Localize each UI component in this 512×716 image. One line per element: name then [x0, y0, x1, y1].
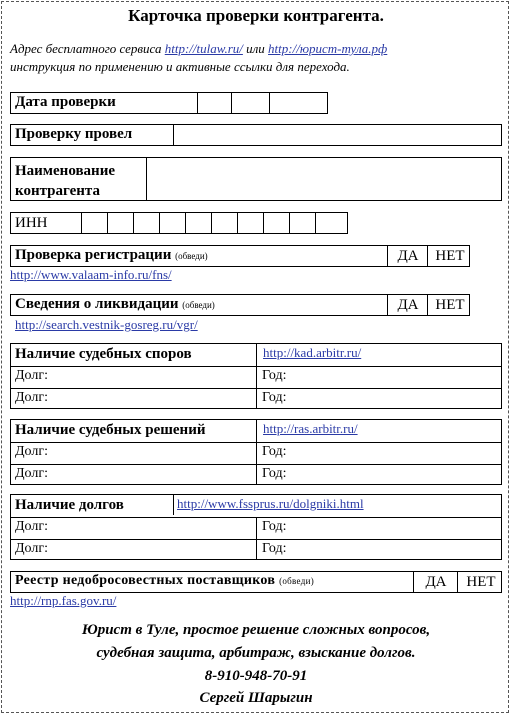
debt-label: Долг:	[15, 541, 48, 556]
inn-cell[interactable]	[315, 213, 316, 233]
counterparty-name-row	[10, 157, 502, 201]
footer-line-2: судебная защита, арбитраж, взыскание долгов.	[96, 645, 416, 661]
decisions-debt-row[interactable]	[11, 442, 501, 465]
intro-text-end: инструкция по применению и активные ссылки для перехода.	[10, 59, 350, 74]
registry-row	[10, 571, 502, 593]
debt-label: Долг:	[15, 390, 48, 405]
registration-link[interactable]: http://www.valaam-info.ru/fns/	[10, 267, 172, 282]
registry-no-option[interactable]: НЕТ	[457, 572, 504, 592]
inn-cell[interactable]	[107, 213, 108, 233]
registry-label	[15, 573, 314, 589]
footer-name: Сергей Шарыгин	[199, 690, 313, 706]
liquidation-link[interactable]: http://search.vestnik-gosreg.ru/vgr/	[15, 317, 198, 332]
liquidation-label-text: Сведения о ликвидации	[15, 296, 179, 312]
intro-or: или	[246, 41, 265, 56]
registration-no-option[interactable]: НЕТ	[427, 246, 472, 266]
year-label: Год:	[262, 368, 287, 383]
debt-label: Долг:	[15, 466, 48, 481]
check-date-label: Дата проверки	[15, 94, 116, 110]
page-title: Карточка проверки контрагента.	[128, 6, 384, 25]
inn-label: ИНН	[15, 215, 48, 231]
year-label: Год:	[262, 519, 287, 534]
footer-line-1: Юрист в Туле, простое решение сложных вопросов,	[81, 622, 431, 638]
registration-hint: (обведи)	[175, 251, 208, 261]
decisions-label: Наличие судебных решений	[15, 422, 206, 438]
yurist-tula-link[interactable]: http://юрист-тула.рф	[268, 41, 388, 56]
counterparty-name-field[interactable]	[146, 158, 501, 200]
year-label: Год:	[262, 541, 287, 556]
date-cell[interactable]	[231, 93, 232, 113]
disputes-debt-row[interactable]	[11, 366, 501, 389]
year-label: Год:	[262, 444, 287, 459]
inn-row	[10, 212, 348, 234]
footer-phone: 8-910-948-70-91	[204, 668, 308, 684]
debts-block	[10, 494, 502, 560]
tulaw-link[interactable]: http://tulaw.ru/	[164, 41, 243, 56]
date-cell[interactable]	[269, 93, 270, 113]
debt-label: Долг:	[15, 519, 48, 534]
debt-label: Долг:	[15, 444, 48, 459]
liquidation-label	[15, 296, 215, 313]
debts-debt-row[interactable]	[11, 539, 501, 562]
decisions-debt-row[interactable]	[11, 464, 501, 487]
registry-label-text: Реестр недобросовестных поставщиков	[15, 573, 276, 588]
ras-arbitr-link[interactable]: http://ras.arbitr.ru/	[263, 421, 358, 436]
date-cell[interactable]	[197, 93, 198, 113]
disputes-label: Наличие судебных споров	[15, 346, 192, 362]
fssprus-link[interactable]: http://www.fssprus.ru/dolgniki.html	[177, 496, 364, 511]
rnp-fas-link[interactable]: http://rnp.fas.gov.ru/	[10, 593, 117, 608]
inn-cell[interactable]	[81, 213, 82, 233]
inn-cell[interactable]	[211, 213, 212, 233]
registration-yes-option[interactable]: ДА	[387, 246, 428, 266]
checked-by-row	[10, 124, 502, 146]
year-label: Год:	[262, 390, 287, 405]
registration-row	[10, 245, 470, 267]
registry-yes-option[interactable]: ДА	[413, 572, 458, 592]
disputes-debt-row[interactable]	[11, 388, 501, 411]
inn-cell[interactable]	[263, 213, 264, 233]
kad-arbitr-link[interactable]: http://kad.arbitr.ru/	[263, 345, 362, 360]
inn-cell[interactable]	[289, 213, 290, 233]
check-date-row	[10, 92, 328, 114]
liquidation-no-option[interactable]: НЕТ	[427, 295, 472, 315]
inn-cell[interactable]	[133, 213, 134, 233]
inn-cell[interactable]	[237, 213, 238, 233]
intro-text	[10, 40, 506, 76]
debts-divider	[173, 495, 174, 515]
checked-by-field[interactable]	[173, 125, 501, 145]
debts-label: Наличие долгов	[15, 497, 124, 513]
liquidation-yes-option[interactable]: ДА	[387, 295, 428, 315]
registration-label-text: Проверка регистрации	[15, 247, 172, 263]
liquidation-hint: (обведи)	[182, 300, 215, 310]
counterparty-name-label: Наименование контрагента	[15, 163, 115, 199]
liquidation-row	[10, 294, 470, 316]
disputes-block	[10, 343, 502, 409]
year-label: Год:	[262, 466, 287, 481]
debt-label: Долг:	[15, 368, 48, 383]
inn-cell[interactable]	[159, 213, 160, 233]
registry-hint: (обведи)	[279, 576, 315, 586]
debts-debt-row[interactable]	[11, 517, 501, 540]
registration-label	[15, 247, 208, 264]
inn-cell[interactable]	[185, 213, 186, 233]
checked-by-label: Проверку провел	[15, 126, 133, 142]
intro-text-start: Адрес бесплатного сервиса	[10, 41, 162, 56]
decisions-block	[10, 419, 502, 485]
